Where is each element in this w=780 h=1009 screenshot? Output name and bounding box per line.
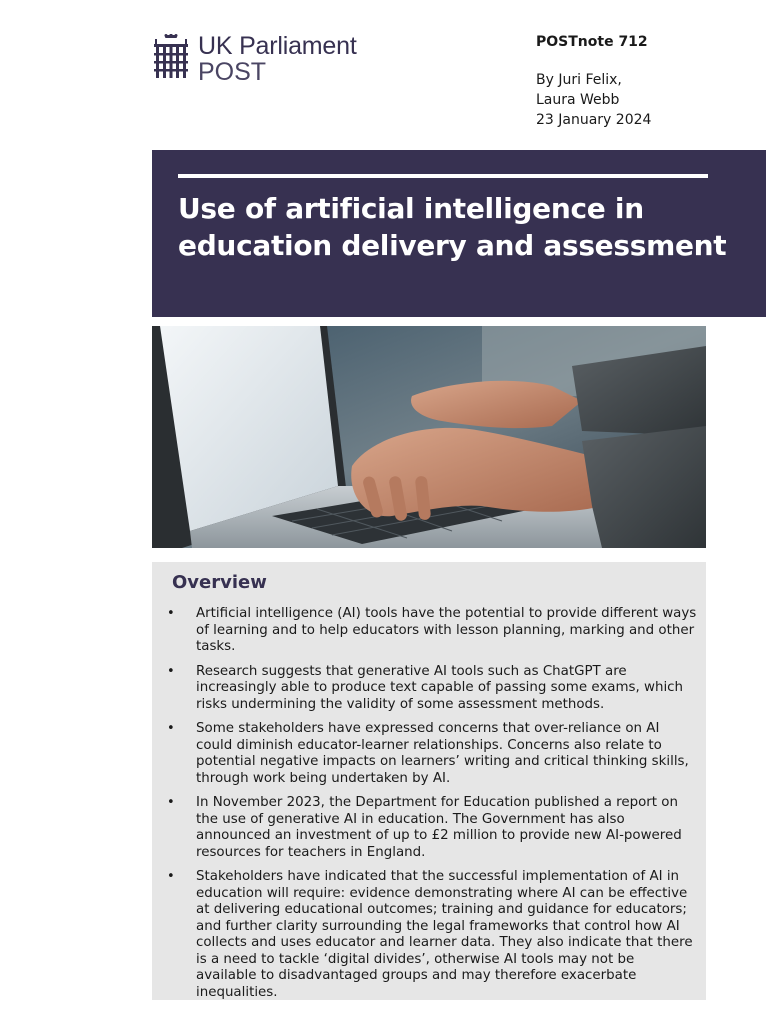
- bullet-text: Stakeholders have indicated that the successful implementation of AI in education will require: evidence demonstrating where AI can be effective at delivering educational outcomes; training and guidance for educators; and further clarity surrounding the legal frameworks that control how AI collects and uses educator and learner data. They also indicate that there is a need to tackle ‘digital divides’, otherwise AI tools may not be available to disadvantaged groups and may therefore exacerbate inequalities.: [196, 869, 693, 1000]
- bullet-text: Research suggests that generative AI tools such as ChatGPT are increasingly able to produce text capable of passing some exams, which risks undermining the validity of some assessment methods.: [196, 663, 684, 712]
- authors-line-1: By Juri Felix,: [536, 72, 622, 88]
- portcullis-icon: [152, 34, 190, 80]
- overview-list: [152, 606, 706, 1009]
- uk-parliament-logo: [152, 34, 357, 85]
- document-meta: [536, 32, 651, 130]
- laptop-typing-illustration: [152, 326, 706, 548]
- hero-image: [152, 326, 706, 548]
- bullet-icon: •: [167, 721, 175, 736]
- bullet-icon: •: [167, 795, 175, 810]
- list-item: [152, 664, 706, 714]
- list-item: [152, 606, 706, 656]
- list-item: [152, 721, 706, 787]
- logo-subtitle: POST: [198, 58, 267, 86]
- bullet-icon: •: [167, 606, 175, 621]
- overview-heading: Overview: [172, 572, 267, 593]
- title-rule: [178, 174, 708, 178]
- logo-title: UK Parliament: [198, 32, 357, 60]
- overview-box: [152, 562, 706, 1000]
- bullet-icon: •: [167, 869, 175, 884]
- bullet-icon: •: [167, 663, 175, 679]
- bullet-text: In November 2023, the Department for Education published a report on the use of generative AI in education. The Government has also announced an investment of up to £2 million to provide new AI-powered resources for teachers in England.: [196, 795, 682, 860]
- list-item: [152, 869, 706, 1001]
- bullet-text: Artificial intelligence (AI) tools have the potential to provide different ways of learning and to help educators with lesson planning, marking and other tasks.: [196, 606, 697, 654]
- logo-text: [198, 34, 357, 85]
- list-item: [152, 795, 706, 861]
- page-title: Use of artificial intelligence in education delivery and assessment: [178, 192, 727, 262]
- title-band: [152, 150, 766, 317]
- postnote-number: POSTnote 712: [536, 34, 648, 50]
- publication-date: 23 January 2024: [536, 112, 652, 128]
- authors-line-2: Laura Webb: [536, 92, 620, 108]
- bullet-text: Some stakeholders have expressed concerns that over-reliance on AI could diminish educator-learner relationships. Concerns also relate to potential negative impacts on learners’ writing and critical thinking skills, through work being undertaken by AI.: [196, 721, 689, 786]
